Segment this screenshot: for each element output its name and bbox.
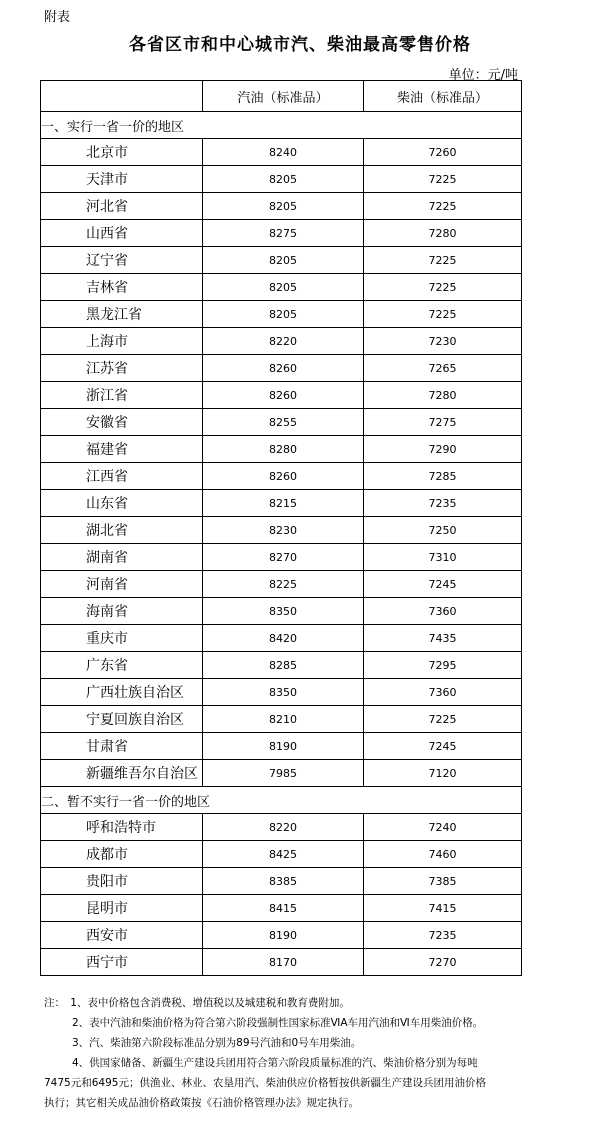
gasoline-price: 8425 xyxy=(203,841,364,868)
diesel-price: 7120 xyxy=(364,760,522,787)
region-name: 北京市 xyxy=(41,139,203,166)
table-row xyxy=(41,247,522,274)
region-name: 贵阳市 xyxy=(41,868,203,895)
diesel-price: 7225 xyxy=(364,193,522,220)
header-gasoline: 汽油（标准品） xyxy=(203,81,364,112)
gasoline-price: 8255 xyxy=(203,409,364,436)
header-region xyxy=(41,81,203,112)
diesel-price: 7225 xyxy=(364,274,522,301)
section-title: 一、实行一省一价的地区 xyxy=(41,112,522,139)
attachment-label: 附表 xyxy=(44,10,71,25)
diesel-price: 7415 xyxy=(364,895,522,922)
diesel-price: 7225 xyxy=(364,247,522,274)
table-row xyxy=(41,760,522,787)
diesel-price: 7280 xyxy=(364,220,522,247)
table-row xyxy=(41,949,522,976)
table-row xyxy=(41,706,522,733)
region-name: 新疆维吾尔自治区 xyxy=(41,760,203,787)
gasoline-price: 8190 xyxy=(203,922,364,949)
region-name: 吉林省 xyxy=(41,274,203,301)
region-name: 湖北省 xyxy=(41,517,203,544)
gasoline-price: 8225 xyxy=(203,571,364,598)
region-name: 呼和浩特市 xyxy=(41,814,203,841)
diesel-price: 7245 xyxy=(364,571,522,598)
gasoline-price: 8220 xyxy=(203,328,364,355)
region-name: 河北省 xyxy=(41,193,203,220)
table-row xyxy=(41,922,522,949)
section-title: 二、暂不实行一省一价的地区 xyxy=(41,787,522,814)
region-name: 天津市 xyxy=(41,166,203,193)
gasoline-price: 8270 xyxy=(203,544,364,571)
region-name: 广西壮族自治区 xyxy=(41,679,203,706)
table-row xyxy=(41,166,522,193)
gasoline-price: 8220 xyxy=(203,814,364,841)
table-row xyxy=(41,679,522,706)
table-row xyxy=(41,139,522,166)
region-name: 辽宁省 xyxy=(41,247,203,274)
diesel-price: 7245 xyxy=(364,733,522,760)
gasoline-price: 8280 xyxy=(203,436,364,463)
table-row xyxy=(41,895,522,922)
diesel-price: 7250 xyxy=(364,517,522,544)
diesel-price: 7310 xyxy=(364,544,522,571)
table-header-row xyxy=(41,81,522,112)
gasoline-price: 8230 xyxy=(203,517,364,544)
gasoline-price: 8240 xyxy=(203,139,364,166)
gasoline-price: 8190 xyxy=(203,733,364,760)
region-name: 河南省 xyxy=(41,571,203,598)
gasoline-price: 8260 xyxy=(203,463,364,490)
region-name: 广东省 xyxy=(41,652,203,679)
diesel-price: 7240 xyxy=(364,814,522,841)
table-row xyxy=(41,193,522,220)
region-name: 重庆市 xyxy=(41,625,203,652)
region-name: 上海市 xyxy=(41,328,203,355)
table-row xyxy=(41,328,522,355)
region-name: 西宁市 xyxy=(41,949,203,976)
table-row xyxy=(41,220,522,247)
page-title: 各省区市和中心城市汽、柴油最高零售价格 xyxy=(129,35,471,55)
table-row xyxy=(41,571,522,598)
note-4-cont: 执行；其它相关成品油价格政策按《石油价格管理办法》规定执行。 xyxy=(44,1097,359,1109)
price-table xyxy=(40,80,522,976)
region-name: 成都市 xyxy=(41,841,203,868)
table-row xyxy=(41,652,522,679)
gasoline-price: 8275 xyxy=(203,220,364,247)
gasoline-price: 8350 xyxy=(203,679,364,706)
unit-label: 单位：元/吨 xyxy=(448,68,518,83)
region-name: 黑龙江省 xyxy=(41,301,203,328)
diesel-price: 7290 xyxy=(364,436,522,463)
gasoline-price: 8205 xyxy=(203,274,364,301)
region-name: 宁夏回族自治区 xyxy=(41,706,203,733)
gasoline-price: 8170 xyxy=(203,949,364,976)
diesel-price: 7360 xyxy=(364,598,522,625)
diesel-price: 7235 xyxy=(364,922,522,949)
gasoline-price: 8205 xyxy=(203,193,364,220)
notes xyxy=(44,993,564,1113)
table-row xyxy=(41,355,522,382)
table-row xyxy=(41,544,522,571)
gasoline-price: 8260 xyxy=(203,355,364,382)
diesel-price: 7270 xyxy=(364,949,522,976)
section-row xyxy=(41,787,522,814)
gasoline-price: 8285 xyxy=(203,652,364,679)
table-row xyxy=(41,382,522,409)
table-row xyxy=(41,598,522,625)
gasoline-price: 8350 xyxy=(203,598,364,625)
table-row xyxy=(41,301,522,328)
note-4: 4、供国家储备、新疆生产建设兵团用符合第六阶段质量标准的汽、柴油价格分别为每吨 xyxy=(72,1057,478,1069)
diesel-price: 7235 xyxy=(364,490,522,517)
region-name: 安徽省 xyxy=(41,409,203,436)
diesel-price: 7285 xyxy=(364,463,522,490)
note-2: 2、表中汽油和柴油价格为符合第六阶段强制性国家标准ⅥA车用汽油和Ⅵ车用柴油价格。 xyxy=(72,1017,484,1029)
diesel-price: 7360 xyxy=(364,679,522,706)
diesel-price: 7265 xyxy=(364,355,522,382)
region-name: 山西省 xyxy=(41,220,203,247)
diesel-price: 7385 xyxy=(364,868,522,895)
diesel-price: 7435 xyxy=(364,625,522,652)
note-1: 注： 1、表中价格包含消费税、增值税以及城建税和教育费附加。 xyxy=(44,997,350,1009)
diesel-price: 7230 xyxy=(364,328,522,355)
table-row xyxy=(41,274,522,301)
gasoline-price: 8420 xyxy=(203,625,364,652)
diesel-price: 7460 xyxy=(364,841,522,868)
diesel-price: 7295 xyxy=(364,652,522,679)
table-row xyxy=(41,625,522,652)
region-name: 昆明市 xyxy=(41,895,203,922)
gasoline-price: 8205 xyxy=(203,301,364,328)
table-row xyxy=(41,517,522,544)
diesel-price: 7225 xyxy=(364,706,522,733)
diesel-price: 7225 xyxy=(364,166,522,193)
diesel-price: 7225 xyxy=(364,301,522,328)
region-name: 湖南省 xyxy=(41,544,203,571)
table-row xyxy=(41,436,522,463)
gasoline-price: 8205 xyxy=(203,166,364,193)
table-row xyxy=(41,409,522,436)
diesel-price: 7280 xyxy=(364,382,522,409)
gasoline-price: 8210 xyxy=(203,706,364,733)
table-row xyxy=(41,463,522,490)
note-3: 3、汽、柴油第六阶段标准品分别为89号汽油和0号车用柴油。 xyxy=(72,1037,362,1049)
diesel-price: 7275 xyxy=(364,409,522,436)
table-row xyxy=(41,841,522,868)
region-name: 江苏省 xyxy=(41,355,203,382)
gasoline-price: 7985 xyxy=(203,760,364,787)
region-name: 山东省 xyxy=(41,490,203,517)
region-name: 西安市 xyxy=(41,922,203,949)
gasoline-price: 8215 xyxy=(203,490,364,517)
gasoline-price: 8385 xyxy=(203,868,364,895)
note-4-cont: 7475元和6495元；供渔业、林业、农垦用汽、柴油供应价格暂按供新疆生产建设兵团用油价格 xyxy=(44,1077,486,1089)
region-name: 甘肃省 xyxy=(41,733,203,760)
gasoline-price: 8415 xyxy=(203,895,364,922)
diesel-price: 7260 xyxy=(364,139,522,166)
table-row xyxy=(41,868,522,895)
section-row xyxy=(41,112,522,139)
region-name: 福建省 xyxy=(41,436,203,463)
region-name: 海南省 xyxy=(41,598,203,625)
region-name: 江西省 xyxy=(41,463,203,490)
table-row xyxy=(41,490,522,517)
table-row xyxy=(41,733,522,760)
gasoline-price: 8205 xyxy=(203,247,364,274)
gasoline-price: 8260 xyxy=(203,382,364,409)
table-row xyxy=(41,814,522,841)
region-name: 浙江省 xyxy=(41,382,203,409)
header-diesel: 柴油（标准品） xyxy=(364,81,522,112)
